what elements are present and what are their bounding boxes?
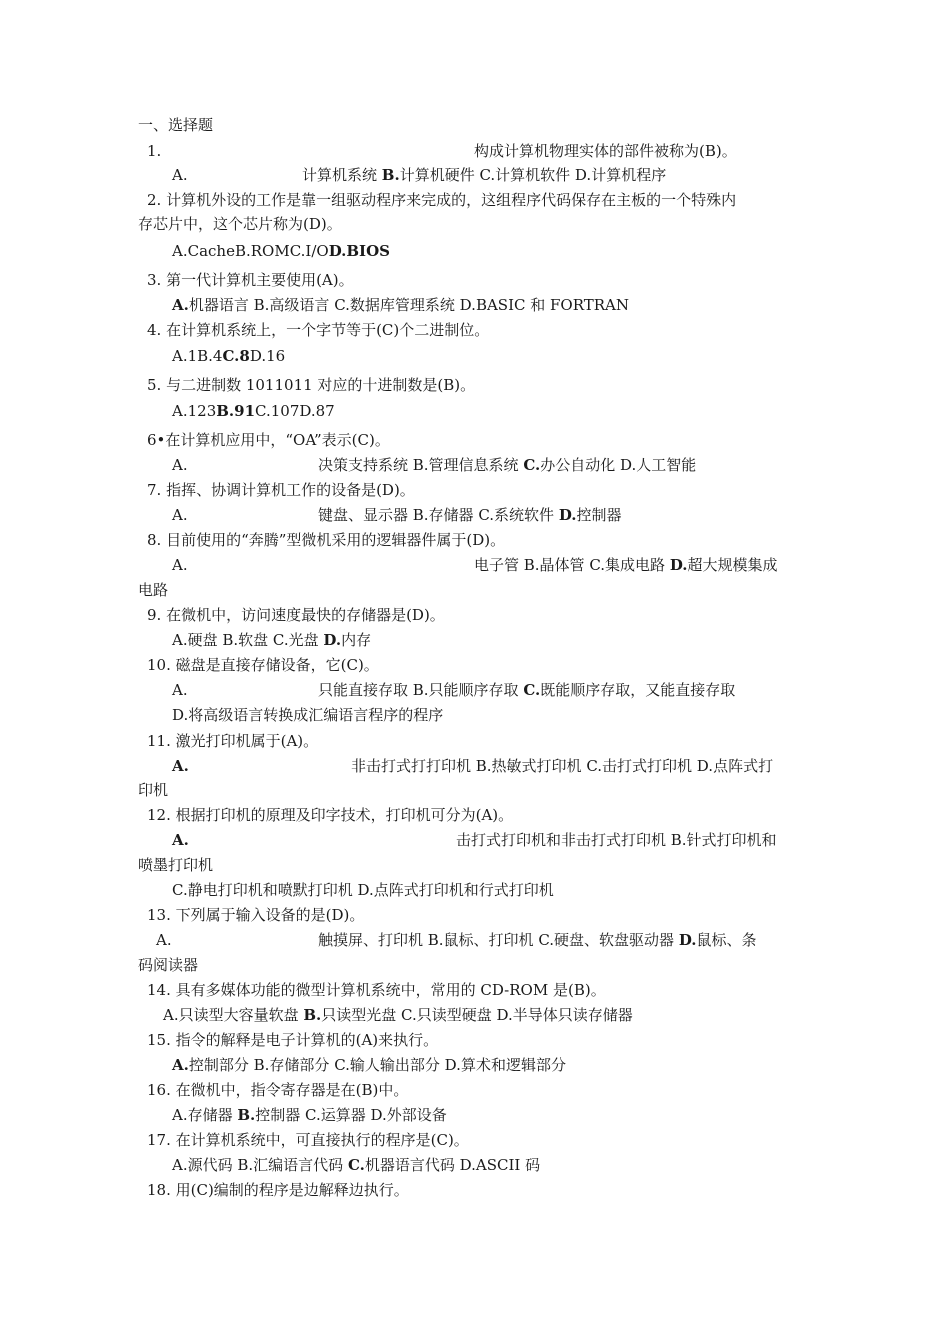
question-5-stem: 5. 与二进制数 1011011 对应的十进制数是(B)。: [147, 376, 476, 394]
question-2-options: A.CacheB.ROMC.I/OD.BIOS: [172, 242, 390, 260]
question-10-option-d: D.将高级语言转换成汇编语言程序的程序: [172, 706, 444, 724]
question-12-option-a-prefix: A.: [172, 831, 189, 849]
question-15-options: A.控制部分 B.存储部分 C.输人输出部分 D.算术和逻辑部分: [172, 1056, 566, 1074]
question-10-options: 只能直接存取 B.只能顺序存取 C.既能顺序存取，又能直接存取: [318, 681, 736, 699]
question-14-options: A.只读型大容量软盘 B.只读型光盘 C.只读型硬盘 D.半导体只读存储器: [163, 1006, 633, 1024]
question-11-option-a-prefix: A.: [172, 757, 189, 775]
question-2-stem-line1: 2. 计算机外设的工作是靠一组驱动程序来完成的，这组程序代码保存在主板的一个特殊内: [147, 191, 737, 209]
question-1-options: 计算机系统 B.计算机硬件 C.计算机软件 D.计算机程序: [302, 166, 667, 184]
question-2-stem-line2: 存芯片中，这个芯片称为(D)。: [138, 215, 342, 233]
question-13-options-wrap: 码阅读器: [138, 956, 199, 974]
question-13-stem: 13. 下列属于输入设备的是(D)。: [147, 906, 365, 924]
question-3-options: A.机器语言 B.高级语言 C.数据库管理系统 D.BASIC 和 FORTRAN: [172, 296, 630, 314]
question-12-options: 击打式打印机和非击打式打印机 B.针式打印机和: [456, 831, 777, 849]
question-1-stem: 构成计算机物理实体的部件被称为(B)。: [474, 142, 737, 160]
section-title: 一、选择题: [138, 116, 214, 134]
question-12-stem: 12. 根据打印机的原理及印字技术，打印机可分为(A)。: [147, 806, 514, 824]
question-8-option-a-prefix: A.: [172, 556, 188, 574]
question-6-options: 决策支持系统 B.管理信息系统 C.办公自动化 D.人工智能: [318, 456, 697, 474]
question-18-stem: 18. 用(C)编制的程序是边解释边执行。: [147, 1181, 409, 1199]
question-3-stem: 3. 第一代计算机主要使用(A)。: [147, 271, 354, 289]
question-17-stem: 17. 在计算机系统中，可直接执行的程序是(C)。: [147, 1131, 469, 1149]
question-16-options: A.存储器 B.控制器 C.运算器 D.外部设备: [172, 1106, 447, 1124]
question-10-stem: 10. 磁盘是直接存储设备，它(C)。: [147, 656, 379, 674]
question-11-options: 非击打式打打印机 B.热敏式打印机 C.击打式打印机 D.点阵式打: [351, 757, 774, 775]
question-1-option-a-prefix: A.: [172, 166, 188, 184]
question-9-options: A.硬盘 B.软盘 C.光盘 D.内存: [172, 631, 372, 649]
question-8-stem: 8. 目前使用的“奔腾”型微机采用的逻辑器件属于(D)。: [147, 531, 506, 549]
question-15-stem: 15. 指令的解释是电子计算机的(A)来执行。: [147, 1031, 439, 1049]
question-5-options: A.123B.91C.107D.87: [172, 402, 335, 420]
question-11-options-wrap: 印机: [138, 781, 169, 799]
question-9-stem: 9. 在微机中，访问速度最快的存储器是(D)。: [147, 606, 445, 624]
question-12-options-wrap: 喷墨打印机: [138, 856, 214, 874]
question-10-option-a-prefix: A.: [172, 681, 188, 699]
question-11-stem: 11. 激光打印机属于(A)。: [147, 732, 319, 750]
question-13-option-a-prefix: A.: [156, 931, 172, 949]
question-12-options-line2: C.静电打印机和喷默打印机 D.点阵式打印机和行式打印机: [172, 881, 554, 899]
question-13-options: 触摸屏、打印机 B.鼠标、打印机 C.硬盘、软盘驱动器 D.鼠标、条: [318, 931, 757, 949]
question-6-option-a-prefix: A.: [172, 456, 188, 474]
question-8-options: 电子管 B.晶体管 C.集成电路 D.超大规模集成: [474, 556, 778, 574]
question-7-options: 键盘、显示器 B.存储器 C.系统软件 D.控制器: [318, 506, 622, 524]
question-6-stem: 6•在计算机应用中，“OA”表示(C)。: [147, 431, 390, 449]
question-4-stem: 4. 在计算机系统上，一个字节等于(C)个二进制位。: [147, 321, 490, 339]
question-7-option-a-prefix: A.: [172, 506, 188, 524]
question-16-stem: 16. 在微机中，指令寄存器是在(B)中。: [147, 1081, 409, 1099]
question-7-stem: 7. 指挥、协调计算机工作的设备是(D)。: [147, 481, 415, 499]
question-14-stem: 14. 具有多媒体功能的微型计算机系统中，常用的 CD-ROM 是(B)。: [147, 981, 606, 999]
question-17-options: A.源代码 B.汇编语言代码 C.机器语言代码 D.ASCII 码: [172, 1156, 541, 1174]
question-4-options: A.1B.4C.8D.16: [172, 347, 286, 365]
question-1-number: 1.: [147, 142, 162, 160]
question-8-options-wrap: 电路: [138, 581, 169, 599]
